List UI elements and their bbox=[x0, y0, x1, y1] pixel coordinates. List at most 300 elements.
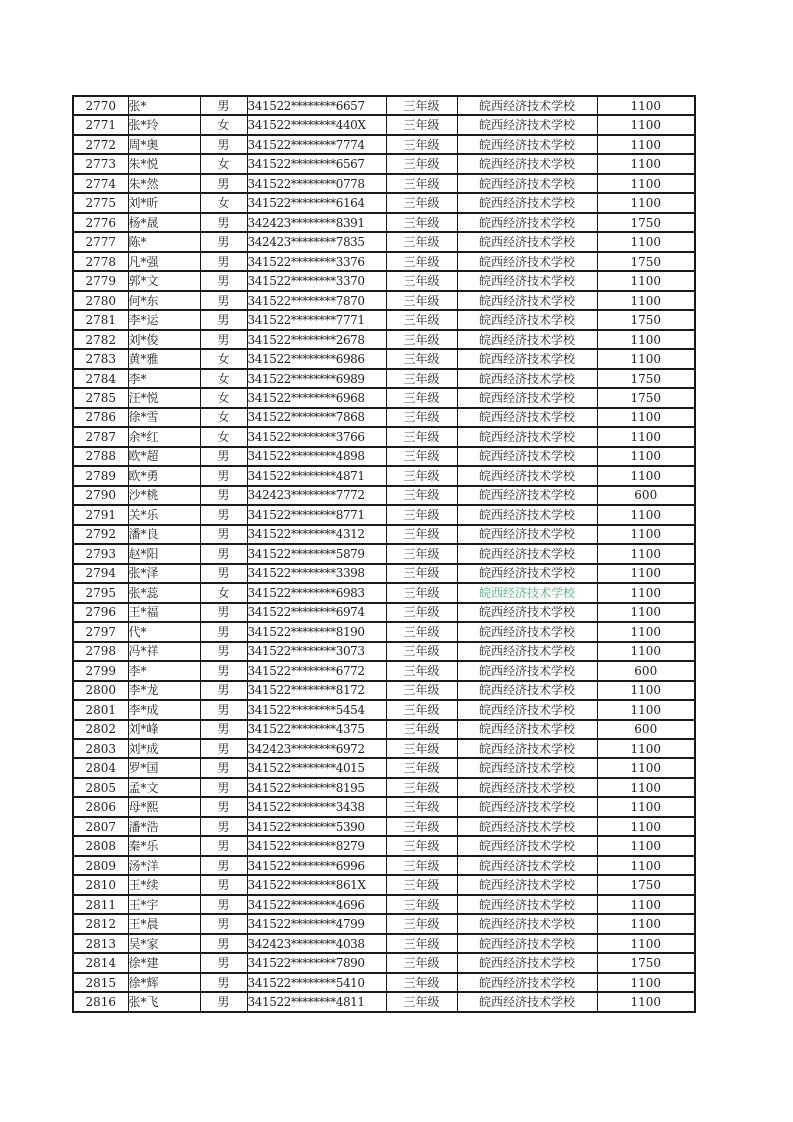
table-row bbox=[73, 739, 695, 758]
cell-id: 341522********3398 bbox=[247, 564, 386, 583]
cell-amount: 1100 bbox=[597, 466, 695, 485]
cell-name: 徐*辉 bbox=[128, 973, 200, 992]
table-row bbox=[73, 544, 695, 563]
cell-no: 2781 bbox=[73, 310, 128, 329]
cell-school: 皖西经济技术学校 bbox=[457, 817, 597, 836]
cell-id: 341522********6968 bbox=[247, 388, 386, 407]
cell-gender: 男 bbox=[200, 778, 247, 797]
cell-grade: 三年级 bbox=[386, 408, 457, 427]
cell-gender: 男 bbox=[200, 720, 247, 739]
cell-school: 皖西经济技术学校 bbox=[457, 291, 597, 310]
cell-id: 341522********8195 bbox=[247, 778, 386, 797]
cell-grade: 三年级 bbox=[386, 447, 457, 466]
cell-amount: 1100 bbox=[597, 271, 695, 290]
cell-gender: 女 bbox=[200, 154, 247, 173]
cell-no: 2792 bbox=[73, 525, 128, 544]
cell-amount: 1100 bbox=[597, 778, 695, 797]
cell-gender: 男 bbox=[200, 505, 247, 524]
cell-amount: 1100 bbox=[597, 758, 695, 777]
cell-gender: 男 bbox=[200, 934, 247, 953]
cell-gender: 男 bbox=[200, 96, 247, 115]
cell-gender: 男 bbox=[200, 603, 247, 622]
cell-grade: 三年级 bbox=[386, 154, 457, 173]
cell-name: 王*晨 bbox=[128, 914, 200, 933]
cell-name: 汤*洋 bbox=[128, 856, 200, 875]
table-row bbox=[73, 525, 695, 544]
cell-grade: 三年级 bbox=[386, 174, 457, 193]
table-row bbox=[73, 992, 695, 1012]
cell-id: 341522********7771 bbox=[247, 310, 386, 329]
cell-no: 2801 bbox=[73, 700, 128, 719]
cell-name: 徐*建 bbox=[128, 953, 200, 972]
cell-id: 341522********7890 bbox=[247, 953, 386, 972]
cell-id: 341522********4696 bbox=[247, 895, 386, 914]
cell-school: 皖西经济技术学校 bbox=[457, 603, 597, 622]
cell-name: 朱*悦 bbox=[128, 154, 200, 173]
cell-school: 皖西经济技术学校 bbox=[457, 447, 597, 466]
cell-no: 2782 bbox=[73, 330, 128, 349]
cell-school: 皖西经济技术学校 bbox=[457, 115, 597, 134]
cell-amount: 1100 bbox=[597, 622, 695, 641]
cell-id: 341522********6986 bbox=[247, 349, 386, 368]
table-row bbox=[73, 700, 695, 719]
cell-no: 2810 bbox=[73, 875, 128, 894]
cell-gender: 男 bbox=[200, 232, 247, 251]
table-row bbox=[73, 271, 695, 290]
cell-gender: 男 bbox=[200, 330, 247, 349]
cell-gender: 男 bbox=[200, 836, 247, 855]
cell-amount: 1750 bbox=[597, 369, 695, 388]
cell-name: 黄*雅 bbox=[128, 349, 200, 368]
cell-no: 2786 bbox=[73, 408, 128, 427]
cell-gender: 男 bbox=[200, 642, 247, 661]
cell-name: 汪*悦 bbox=[128, 388, 200, 407]
table-row bbox=[73, 252, 695, 271]
cell-school: 皖西经济技术学校 bbox=[457, 525, 597, 544]
cell-school: 皖西经济技术学校 bbox=[457, 934, 597, 953]
table-row bbox=[73, 427, 695, 446]
cell-name: 潘*良 bbox=[128, 525, 200, 544]
cell-amount: 1100 bbox=[597, 700, 695, 719]
cell-id: 341522********440X bbox=[247, 115, 386, 134]
cell-no: 2807 bbox=[73, 817, 128, 836]
cell-gender: 男 bbox=[200, 895, 247, 914]
cell-amount: 1100 bbox=[597, 96, 695, 115]
cell-gender: 男 bbox=[200, 213, 247, 232]
cell-gender: 男 bbox=[200, 817, 247, 836]
cell-amount: 1100 bbox=[597, 836, 695, 855]
cell-no: 2777 bbox=[73, 232, 128, 251]
cell-amount: 1100 bbox=[597, 525, 695, 544]
cell-no: 2806 bbox=[73, 797, 128, 816]
cell-amount: 1100 bbox=[597, 135, 695, 154]
cell-name: 杨*晟 bbox=[128, 213, 200, 232]
cell-amount: 1100 bbox=[597, 330, 695, 349]
table-row bbox=[73, 856, 695, 875]
cell-id: 342423********8391 bbox=[247, 213, 386, 232]
cell-grade: 三年级 bbox=[386, 953, 457, 972]
cell-grade: 三年级 bbox=[386, 914, 457, 933]
table-row bbox=[73, 486, 695, 505]
cell-no: 2795 bbox=[73, 583, 128, 602]
cell-gender: 男 bbox=[200, 661, 247, 680]
cell-amount: 1100 bbox=[597, 603, 695, 622]
cell-grade: 三年级 bbox=[386, 778, 457, 797]
cell-name: 李*龙 bbox=[128, 681, 200, 700]
cell-name: 郭*文 bbox=[128, 271, 200, 290]
cell-no: 2808 bbox=[73, 836, 128, 855]
cell-id: 341522********5879 bbox=[247, 544, 386, 563]
cell-no: 2770 bbox=[73, 96, 128, 115]
cell-id: 341522********2678 bbox=[247, 330, 386, 349]
cell-name: 刘*峰 bbox=[128, 720, 200, 739]
cell-name: 李* bbox=[128, 369, 200, 388]
cell-grade: 三年级 bbox=[386, 310, 457, 329]
cell-amount: 1100 bbox=[597, 934, 695, 953]
table-row bbox=[73, 758, 695, 777]
cell-amount: 1750 bbox=[597, 875, 695, 894]
cell-gender: 男 bbox=[200, 797, 247, 816]
cell-id: 341522********6974 bbox=[247, 603, 386, 622]
cell-name: 张*泽 bbox=[128, 564, 200, 583]
cell-amount: 1750 bbox=[597, 213, 695, 232]
table-row bbox=[73, 330, 695, 349]
table-body bbox=[73, 96, 695, 1012]
table-row bbox=[73, 973, 695, 992]
cell-id: 341522********5454 bbox=[247, 700, 386, 719]
cell-name: 孟*文 bbox=[128, 778, 200, 797]
cell-name: 张*玲 bbox=[128, 115, 200, 134]
cell-name: 张*飞 bbox=[128, 992, 200, 1012]
cell-name: 欧*勇 bbox=[128, 466, 200, 485]
cell-grade: 三年级 bbox=[386, 544, 457, 563]
cell-no: 2791 bbox=[73, 505, 128, 524]
cell-grade: 三年级 bbox=[386, 642, 457, 661]
cell-no: 2816 bbox=[73, 992, 128, 1012]
cell-grade: 三年级 bbox=[386, 388, 457, 407]
cell-no: 2814 bbox=[73, 953, 128, 972]
table-row bbox=[73, 388, 695, 407]
cell-no: 2794 bbox=[73, 564, 128, 583]
cell-amount: 1100 bbox=[597, 895, 695, 914]
cell-grade: 三年级 bbox=[386, 232, 457, 251]
cell-gender: 男 bbox=[200, 174, 247, 193]
cell-name: 代* bbox=[128, 622, 200, 641]
cell-name: 欧*超 bbox=[128, 447, 200, 466]
cell-id: 341522********4312 bbox=[247, 525, 386, 544]
table-row bbox=[73, 349, 695, 368]
cell-name: 朱*然 bbox=[128, 174, 200, 193]
cell-school: 皖西经济技术学校 bbox=[457, 96, 597, 115]
cell-school: 皖西经济技术学校 bbox=[457, 681, 597, 700]
cell-gender: 女 bbox=[200, 388, 247, 407]
cell-id: 341522********861X bbox=[247, 875, 386, 894]
cell-grade: 三年级 bbox=[386, 856, 457, 875]
cell-amount: 1100 bbox=[597, 505, 695, 524]
cell-id: 341522********7774 bbox=[247, 135, 386, 154]
cell-school: 皖西经济技术学校 bbox=[457, 174, 597, 193]
cell-gender: 男 bbox=[200, 291, 247, 310]
table-row bbox=[73, 895, 695, 914]
cell-no: 2778 bbox=[73, 252, 128, 271]
cell-id: 341522********3370 bbox=[247, 271, 386, 290]
cell-no: 2775 bbox=[73, 193, 128, 212]
cell-school: 皖西经济技术学校 bbox=[457, 252, 597, 271]
cell-amount: 1100 bbox=[597, 856, 695, 875]
cell-gender: 男 bbox=[200, 447, 247, 466]
table-row bbox=[73, 934, 695, 953]
cell-id: 341522********8190 bbox=[247, 622, 386, 641]
cell-id: 342423********4038 bbox=[247, 934, 386, 953]
cell-id: 342423********6972 bbox=[247, 739, 386, 758]
cell-gender: 男 bbox=[200, 875, 247, 894]
cell-amount: 1100 bbox=[597, 544, 695, 563]
cell-amount: 1100 bbox=[597, 291, 695, 310]
cell-gender: 女 bbox=[200, 427, 247, 446]
cell-no: 2771 bbox=[73, 115, 128, 134]
cell-grade: 三年级 bbox=[386, 525, 457, 544]
cell-grade: 三年级 bbox=[386, 252, 457, 271]
cell-grade: 三年级 bbox=[386, 193, 457, 212]
cell-no: 2780 bbox=[73, 291, 128, 310]
cell-school: 皖西经济技术学校 bbox=[457, 700, 597, 719]
cell-grade: 三年级 bbox=[386, 934, 457, 953]
table-row bbox=[73, 914, 695, 933]
cell-name: 吴*家 bbox=[128, 934, 200, 953]
cell-school: 皖西经济技术学校 bbox=[457, 778, 597, 797]
cell-gender: 男 bbox=[200, 739, 247, 758]
cell-amount: 1100 bbox=[597, 232, 695, 251]
cell-gender: 女 bbox=[200, 349, 247, 368]
cell-name: 李*成 bbox=[128, 700, 200, 719]
cell-no: 2779 bbox=[73, 271, 128, 290]
cell-no: 2805 bbox=[73, 778, 128, 797]
cell-grade: 三年级 bbox=[386, 875, 457, 894]
cell-name: 秦*乐 bbox=[128, 836, 200, 855]
cell-school: 皖西经济技术学校 bbox=[457, 661, 597, 680]
table-row bbox=[73, 96, 695, 115]
cell-amount: 1100 bbox=[597, 642, 695, 661]
cell-amount: 1100 bbox=[597, 193, 695, 212]
cell-grade: 三年级 bbox=[386, 291, 457, 310]
cell-amount: 600 bbox=[597, 720, 695, 739]
cell-school: 皖西经济技术学校 bbox=[457, 622, 597, 641]
cell-amount: 1100 bbox=[597, 797, 695, 816]
cell-school: 皖西经济技术学校 bbox=[457, 973, 597, 992]
cell-no: 2789 bbox=[73, 466, 128, 485]
cell-school: 皖西经济技术学校 bbox=[457, 992, 597, 1012]
cell-no: 2809 bbox=[73, 856, 128, 875]
table-row bbox=[73, 953, 695, 972]
table-row bbox=[73, 642, 695, 661]
cell-grade: 三年级 bbox=[386, 720, 457, 739]
cell-name: 周*奥 bbox=[128, 135, 200, 154]
cell-name: 罗*国 bbox=[128, 758, 200, 777]
cell-school: 皖西经济技术学校 bbox=[457, 583, 597, 602]
cell-grade: 三年级 bbox=[386, 622, 457, 641]
cell-no: 2772 bbox=[73, 135, 128, 154]
cell-school: 皖西经济技术学校 bbox=[457, 369, 597, 388]
cell-amount: 1750 bbox=[597, 388, 695, 407]
cell-grade: 三年级 bbox=[386, 895, 457, 914]
cell-id: 341522********6657 bbox=[247, 96, 386, 115]
cell-gender: 男 bbox=[200, 953, 247, 972]
cell-gender: 男 bbox=[200, 486, 247, 505]
cell-school: 皖西经济技术学校 bbox=[457, 193, 597, 212]
cell-school: 皖西经济技术学校 bbox=[457, 564, 597, 583]
table-row bbox=[73, 310, 695, 329]
cell-gender: 男 bbox=[200, 973, 247, 992]
cell-id: 341522********4871 bbox=[247, 466, 386, 485]
cell-grade: 三年级 bbox=[386, 603, 457, 622]
cell-amount: 1100 bbox=[597, 681, 695, 700]
cell-id: 341522********4799 bbox=[247, 914, 386, 933]
cell-no: 2774 bbox=[73, 174, 128, 193]
cell-no: 2802 bbox=[73, 720, 128, 739]
table-row bbox=[73, 193, 695, 212]
cell-id: 341522********6989 bbox=[247, 369, 386, 388]
cell-name: 王*福 bbox=[128, 603, 200, 622]
table-row bbox=[73, 154, 695, 173]
cell-gender: 男 bbox=[200, 681, 247, 700]
cell-no: 2813 bbox=[73, 934, 128, 953]
cell-id: 341522********8771 bbox=[247, 505, 386, 524]
cell-no: 2776 bbox=[73, 213, 128, 232]
table-row bbox=[73, 408, 695, 427]
cell-id: 341522********5390 bbox=[247, 817, 386, 836]
cell-no: 2788 bbox=[73, 447, 128, 466]
cell-grade: 三年级 bbox=[386, 466, 457, 485]
cell-grade: 三年级 bbox=[386, 349, 457, 368]
cell-no: 2787 bbox=[73, 427, 128, 446]
cell-id: 341522********4898 bbox=[247, 447, 386, 466]
cell-id: 342423********7772 bbox=[247, 486, 386, 505]
cell-no: 2784 bbox=[73, 369, 128, 388]
cell-name: 赵*阳 bbox=[128, 544, 200, 563]
table-row bbox=[73, 603, 695, 622]
cell-gender: 男 bbox=[200, 135, 247, 154]
cell-gender: 男 bbox=[200, 914, 247, 933]
cell-amount: 1100 bbox=[597, 154, 695, 173]
cell-school: 皖西经济技术学校 bbox=[457, 135, 597, 154]
cell-amount: 1750 bbox=[597, 310, 695, 329]
cell-grade: 三年级 bbox=[386, 700, 457, 719]
table-row bbox=[73, 213, 695, 232]
cell-grade: 三年级 bbox=[386, 661, 457, 680]
cell-amount: 1100 bbox=[597, 115, 695, 134]
cell-school: 皖西经济技术学校 bbox=[457, 797, 597, 816]
cell-id: 341522********0778 bbox=[247, 174, 386, 193]
cell-no: 2785 bbox=[73, 388, 128, 407]
table-row bbox=[73, 778, 695, 797]
cell-amount: 1100 bbox=[597, 914, 695, 933]
cell-grade: 三年级 bbox=[386, 836, 457, 855]
cell-grade: 三年级 bbox=[386, 583, 457, 602]
cell-id: 341522********8279 bbox=[247, 836, 386, 855]
cell-no: 2804 bbox=[73, 758, 128, 777]
cell-amount: 1100 bbox=[597, 447, 695, 466]
table-row bbox=[73, 720, 695, 739]
student-subsidy-table bbox=[72, 95, 696, 1013]
cell-name: 余*红 bbox=[128, 427, 200, 446]
cell-id: 341522********4015 bbox=[247, 758, 386, 777]
cell-school: 皖西经济技术学校 bbox=[457, 836, 597, 855]
table-row bbox=[73, 622, 695, 641]
cell-gender: 男 bbox=[200, 525, 247, 544]
cell-no: 2812 bbox=[73, 914, 128, 933]
cell-no: 2796 bbox=[73, 603, 128, 622]
cell-no: 2800 bbox=[73, 681, 128, 700]
cell-gender: 女 bbox=[200, 583, 247, 602]
table-row bbox=[73, 135, 695, 154]
cell-id: 341522********7870 bbox=[247, 291, 386, 310]
cell-school: 皖西经济技术学校 bbox=[457, 953, 597, 972]
cell-no: 2790 bbox=[73, 486, 128, 505]
table-row bbox=[73, 505, 695, 524]
cell-id: 341522********4375 bbox=[247, 720, 386, 739]
cell-amount: 1100 bbox=[597, 427, 695, 446]
cell-amount: 600 bbox=[597, 486, 695, 505]
table-row bbox=[73, 564, 695, 583]
cell-grade: 三年级 bbox=[386, 135, 457, 154]
cell-grade: 三年级 bbox=[386, 427, 457, 446]
cell-name: 张* bbox=[128, 96, 200, 115]
cell-grade: 三年级 bbox=[386, 817, 457, 836]
cell-amount: 1100 bbox=[597, 739, 695, 758]
cell-no: 2797 bbox=[73, 622, 128, 641]
cell-name: 凡*强 bbox=[128, 252, 200, 271]
cell-amount: 1750 bbox=[597, 252, 695, 271]
table-row bbox=[73, 369, 695, 388]
cell-name: 母*熙 bbox=[128, 797, 200, 816]
cell-grade: 三年级 bbox=[386, 330, 457, 349]
cell-id: 342423********7835 bbox=[247, 232, 386, 251]
cell-amount: 1100 bbox=[597, 174, 695, 193]
cell-school: 皖西经济技术学校 bbox=[457, 232, 597, 251]
cell-amount: 1100 bbox=[597, 583, 695, 602]
cell-amount: 1100 bbox=[597, 564, 695, 583]
table-row bbox=[73, 817, 695, 836]
cell-school: 皖西经济技术学校 bbox=[457, 505, 597, 524]
cell-name: 潘*浩 bbox=[128, 817, 200, 836]
table-row bbox=[73, 583, 695, 602]
cell-grade: 三年级 bbox=[386, 564, 457, 583]
cell-school: 皖西经济技术学校 bbox=[457, 486, 597, 505]
cell-gender: 女 bbox=[200, 115, 247, 134]
cell-school: 皖西经济技术学校 bbox=[457, 739, 597, 758]
table-row bbox=[73, 466, 695, 485]
cell-school: 皖西经济技术学校 bbox=[457, 642, 597, 661]
cell-no: 2773 bbox=[73, 154, 128, 173]
cell-gender: 女 bbox=[200, 193, 247, 212]
cell-id: 341522********4811 bbox=[247, 992, 386, 1012]
table-row bbox=[73, 681, 695, 700]
cell-gender: 男 bbox=[200, 310, 247, 329]
cell-school: 皖西经济技术学校 bbox=[457, 213, 597, 232]
cell-grade: 三年级 bbox=[386, 739, 457, 758]
cell-name: 刘*成 bbox=[128, 739, 200, 758]
cell-grade: 三年级 bbox=[386, 505, 457, 524]
cell-school: 皖西经济技术学校 bbox=[457, 875, 597, 894]
cell-grade: 三年级 bbox=[386, 681, 457, 700]
cell-school: 皖西经济技术学校 bbox=[457, 310, 597, 329]
table-row bbox=[73, 661, 695, 680]
cell-amount: 600 bbox=[597, 661, 695, 680]
cell-id: 341522********3376 bbox=[247, 252, 386, 271]
cell-name: 何*东 bbox=[128, 291, 200, 310]
cell-no: 2798 bbox=[73, 642, 128, 661]
cell-school: 皖西经济技术学校 bbox=[457, 408, 597, 427]
